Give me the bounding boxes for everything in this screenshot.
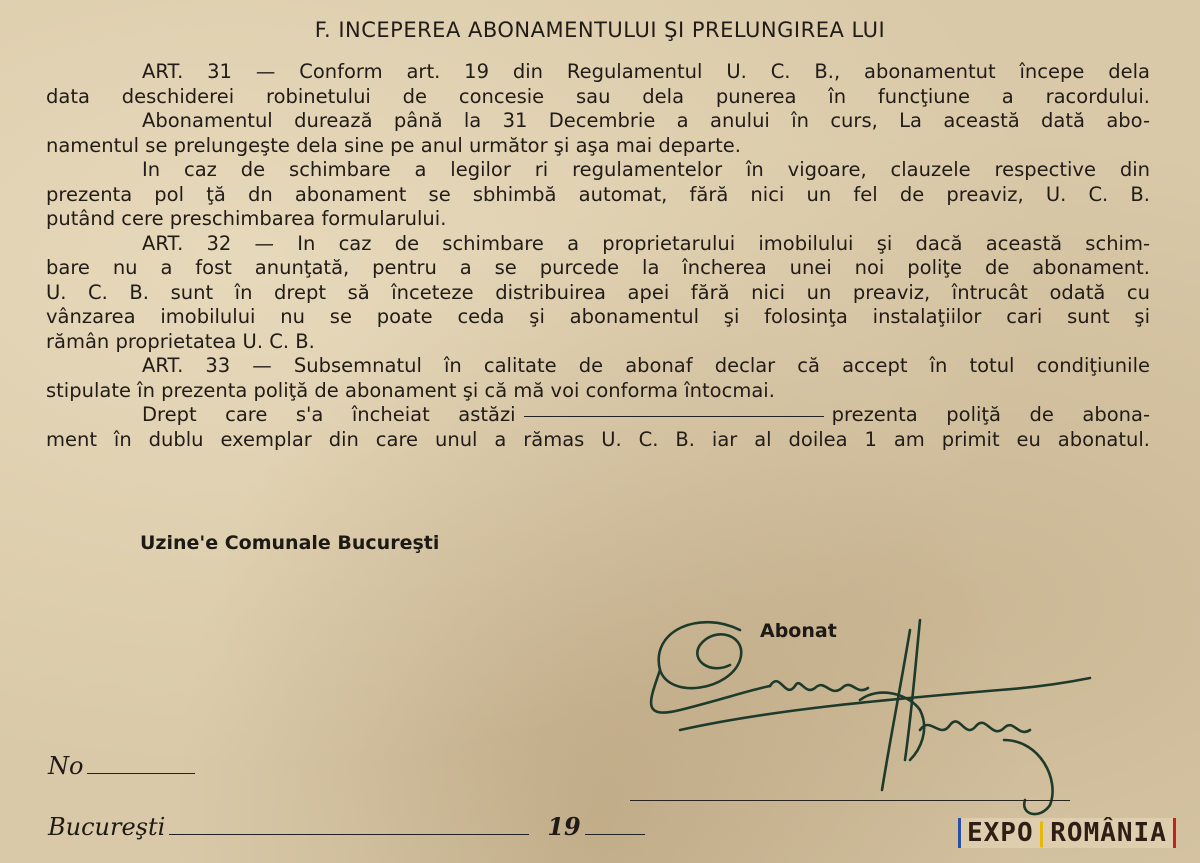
text-line: Abonamentul durează până la 31 Decembrie a anului în curs, La această dată abo- (142, 109, 1150, 132)
subscriber-label: Abonat (760, 620, 837, 642)
date-line (46, 403, 1150, 428)
text-line: U. C. B. sunt în drept să înceteze distribuirea apei fără nici un preaviz, întrucât odată cu (46, 280, 1150, 304)
year-prefix: 19 (547, 812, 581, 841)
date-blank-long (169, 834, 529, 835)
text-line: namentul se prelungeşte dela sine pe anul următor şi aşa mai departe. (46, 133, 741, 157)
watermark-right: ROMÂNIA (1050, 818, 1167, 848)
place-date-field (48, 812, 645, 841)
text-line: rămân proprietatea U. C. B. (46, 329, 315, 353)
date-line-start: Drept care s'a încheiat astăzi (142, 403, 516, 426)
date-blank (524, 416, 824, 417)
text-line: putând cere preschimbarea formularului. (46, 207, 447, 230)
text-line: ART. 33 — Subsemnatul în calitate de abonaf declar că accept în totul condiţiunile (142, 354, 1150, 377)
watermark-left: EXPO (967, 818, 1034, 848)
text-line: ART. 31 — Conform art. 19 din Regulamentul U. C. B., abonamentut începe dela (142, 60, 1150, 83)
text-line: stipulate în prezenta poliţă de abonament şi că mă voi conforma întocmai. (46, 378, 775, 402)
text-line: In caz de schimbare a legilor ri regulamentelor în vigoare, clauzele respective din (142, 158, 1150, 181)
watermark-separator: | (1033, 818, 1051, 848)
expo-romania-watermark (958, 818, 1176, 848)
text-line: vânzarea imobilului nu se poate ceda şi abonamentul şi folosinţa instalaţiilor cari sunt şi (46, 305, 1150, 328)
date-line-end: prezenta poliţă de abona- (831, 403, 1150, 426)
city-label: Bucureşti (48, 813, 166, 841)
number-field (48, 752, 195, 780)
number-label: No (48, 752, 84, 780)
text-line: bare nu a fost anunţată, pentru a se purcede la încherea unei noi poliţe de abonament. (46, 256, 1150, 279)
year-blank (585, 834, 645, 835)
section-heading: F. INCEPEREA ABONAMENTULUI ŞI PRELUNGIREA LUI (314, 18, 886, 42)
text-line: prezenta pol ţă dn abonament se sbhimbă automat, fără nici un fel de preaviz, U. C. B. (46, 182, 1150, 206)
handwritten-signature (620, 590, 1100, 830)
company-name: Uzine'e Comunale Bucureşti (140, 532, 440, 554)
text-line: ART. 32 — In caz de schimbare a proprietarului imobilului şi dacă această schim- (142, 231, 1150, 255)
signature-line (630, 800, 1070, 801)
text-line: data deschiderei robinetului de concesie sau dela punerea în funcţiune a racordului. (46, 84, 1150, 108)
contract-body (46, 60, 1150, 452)
text-line: ment în dublu exemplar din care unul a rămas U. C. B. iar al doilea 1 am primit eu abonatul. (46, 427, 1150, 451)
number-blank (87, 773, 195, 774)
